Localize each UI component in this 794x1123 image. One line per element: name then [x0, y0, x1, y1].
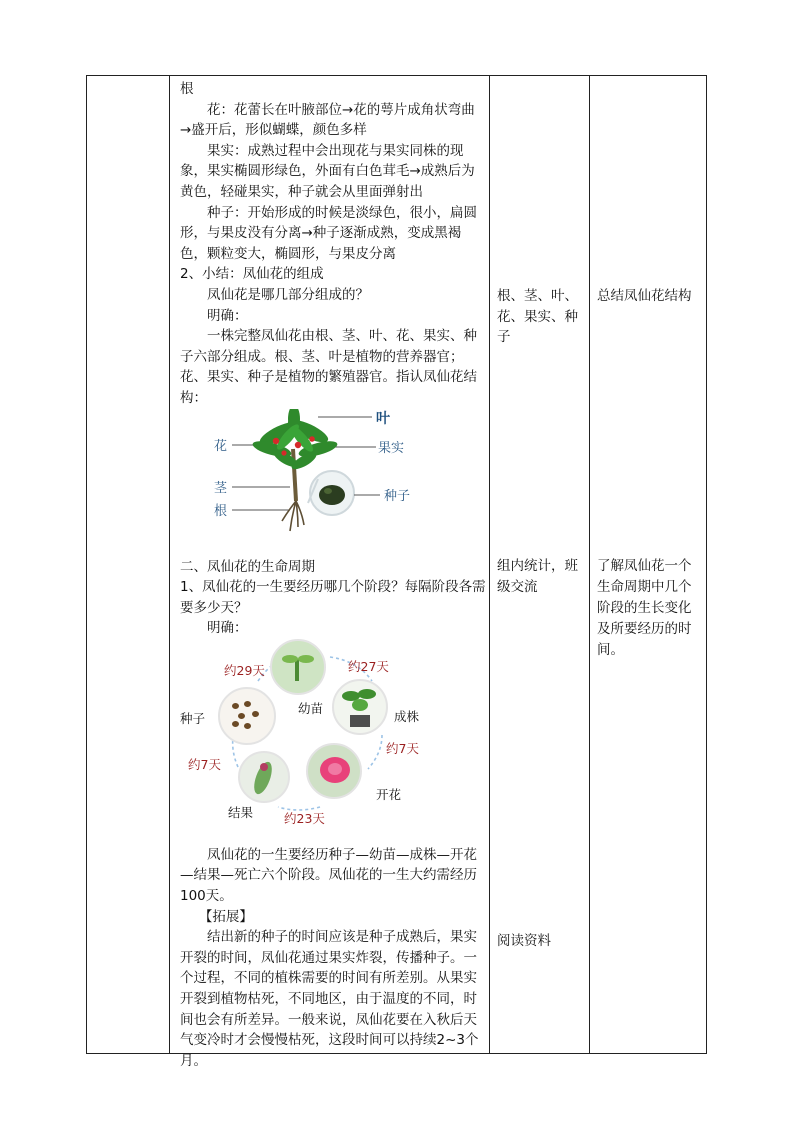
extension-paragraph: 结出新的种子的时间应该是种子成熟后，果实开裂的时间，凤仙花通过果实炸裂，传播种子。一个过程，不同的植株需要的时间有所差别。从果实开裂到植物枯死，不同地区，由于温度的不同，时间也会有所差异。一般来说，凤仙花要在入秋后天气变冷时才会慢慢枯死，这段时间可以持续2~3个月。: [180, 929, 479, 1069]
label-root: 根: [214, 503, 228, 519]
teaching-content-column: [176, 76, 490, 1071]
label-stem: 茎: [214, 480, 228, 496]
duration-seed-to-seedling: 约29天: [224, 662, 265, 678]
bloom-image: [306, 743, 362, 799]
activity-reading: 阅读资料: [497, 933, 551, 949]
flower-paragraph: 花：花蕾长在叶腋部位→花的萼片成角状弯曲→盛开后，形似蝴蝶，颜色多样: [180, 101, 475, 139]
intent-lifecycle: 了解凤仙花一个生命周期中几个阶段的生长变化及所要经历的时间。: [597, 558, 692, 658]
question-composition: 凤仙花是哪几部分组成的？: [207, 286, 369, 303]
duration-seedling-to-mature: 约27天: [348, 658, 389, 674]
answer2-label: 明确：: [207, 620, 248, 637]
stage-seed: 种子: [180, 710, 206, 726]
label-seed: 种子: [384, 488, 411, 504]
lifecycle-figure: [180, 639, 486, 845]
seed-paragraph: 种子：开始形成的时候是淡绿色，很小，扁圆形，与果皮没有分离→种子逐渐成熟，变成黑褐色，颗粒变大，椭圆形，与果皮分离: [180, 204, 477, 262]
extension-label: 【拓展】: [198, 908, 253, 925]
lifecycle-paragraph: 凤仙花的一生要经历种子—幼苗—成株—开花—结果—死亡六个阶段。凤仙花的一生大约需经历100天。: [180, 846, 477, 905]
seeds-image: [218, 687, 276, 745]
plant-structure-figure: [180, 409, 486, 557]
question-lifecycle: 1、凤仙花的一生要经历哪几个阶段？每隔阶段各需要多少天？: [180, 579, 486, 616]
duration-fruit-to-seed: 约7天: [188, 756, 221, 772]
section2-heading: 二、凤仙花的生命周期: [180, 558, 315, 575]
stage-fruiting: 结果: [228, 804, 254, 820]
fruiting-image: [238, 751, 290, 803]
stage-bloom: 开花: [376, 786, 402, 802]
duration-bloom-to-fruit: 约23天: [284, 810, 325, 826]
lesson-table: [86, 75, 707, 1069]
seedling-image: [270, 639, 326, 695]
duration-mature-to-bloom: 约7天: [386, 740, 419, 756]
intent-structure: 总结凤仙花结构: [597, 288, 692, 304]
mature-plant-image: [332, 679, 388, 735]
root-text: 根: [180, 81, 194, 97]
answer-composition: 一株完整凤仙花由根、茎、叶、花、果实、种子六部分组成。根、茎、叶是植物的营养器官；花、果实、种子是植物的繁殖器官。指认凤仙花结构：: [180, 328, 477, 406]
fruit-paragraph: 果实：成熟过程中会出现花与果实同株的现象，果实椭圆形绿色，外面有白色茸毛→成熟后为黄色，轻碰果实，种子就会从里面弹射出: [180, 142, 475, 200]
label-flower: 花: [214, 438, 228, 454]
label-leaf: 叶: [376, 410, 390, 427]
label-fruit: 果实: [378, 440, 405, 456]
activity-group-stats: 组内统计，班级交流: [497, 558, 578, 595]
answer-label: 明确：: [207, 307, 248, 324]
stage-seedling: 幼苗: [298, 700, 324, 716]
column-divider: [169, 76, 170, 1053]
summary-heading: 2、小结：凤仙花的组成: [180, 266, 324, 283]
activity-structure: 根、茎、叶、花、果实、种子: [497, 288, 578, 346]
stage-mature: 成株: [394, 708, 420, 724]
